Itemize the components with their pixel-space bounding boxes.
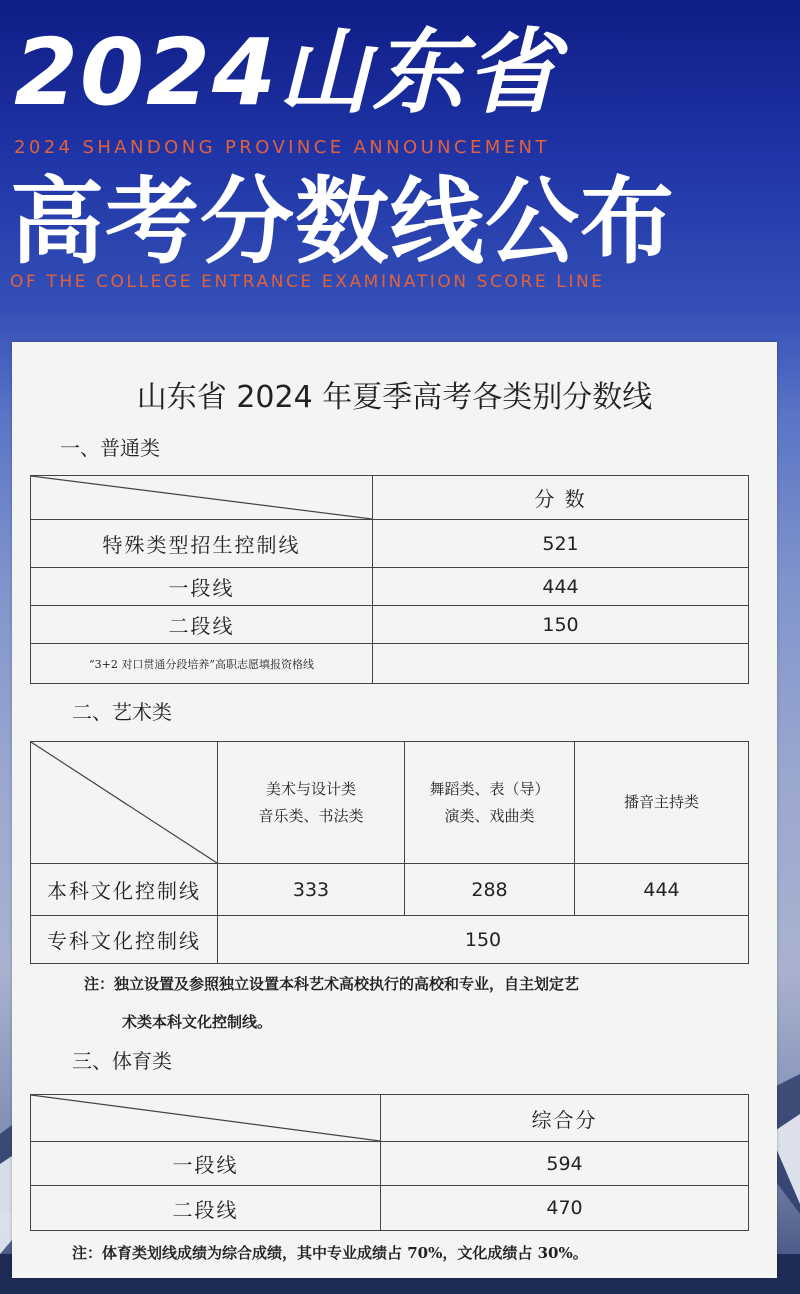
- sports-row-label: 一段线: [31, 1142, 381, 1186]
- general-row-label: “3+2 对口贯通分段培养”高职志愿填报资格线: [31, 644, 373, 684]
- hero-title-line2: 高考分数线公布: [10, 168, 676, 277]
- document-title: 山东省 2024 年夏季高考各类别分数线: [136, 380, 653, 415]
- art-col-line: 音乐类、书法类: [258, 806, 364, 825]
- art-undergrad-label: 本科文化控制线: [31, 864, 218, 916]
- art-undergrad-value: 333: [218, 864, 405, 916]
- sports-row-value: 594: [381, 1142, 749, 1186]
- general-row-label: 二段线: [31, 606, 373, 644]
- art-undergrad-value: 288: [405, 864, 575, 916]
- sports-score-table: [30, 1094, 749, 1231]
- art-col-broadcasting: 播音主持类: [575, 742, 749, 864]
- art-vocational-value: 150: [218, 916, 749, 964]
- general-row-label: 一段线: [31, 568, 373, 606]
- section-general-heading: 一、普通类: [60, 436, 160, 460]
- sports-col-header: 综合分: [381, 1095, 749, 1142]
- document-paper: [12, 342, 777, 1278]
- general-row-value: 150: [373, 606, 749, 644]
- sports-note: 注：体育类划线成绩为综合成绩，其中专业成绩占 70%，文化成绩占 30%。: [72, 1244, 588, 1262]
- general-col-header: 分 数: [373, 476, 749, 520]
- art-undergrad-value: 444: [575, 864, 749, 916]
- art-col-fine-arts-music: [218, 742, 405, 864]
- general-row-value: [373, 644, 749, 684]
- general-row-label: 特殊类型招生控制线: [31, 520, 373, 568]
- art-col-line: 演类、戏曲类: [444, 806, 535, 825]
- hero-subtitle-line1: 2024 SHANDONG PROVINCE ANNOUNCEMENT: [14, 137, 550, 158]
- sports-row-label: 二段线: [31, 1186, 381, 1231]
- art-note-line2: 术类本科文化控制线。: [122, 1013, 273, 1031]
- section-art-heading: 二、艺术类: [72, 700, 172, 724]
- diagonal-header-cell: [31, 476, 373, 520]
- art-col-dance-drama: [405, 742, 575, 864]
- section-sports-heading: 三、体育类: [72, 1049, 172, 1073]
- art-vocational-label: 专科文化控制线: [31, 916, 218, 964]
- hero-subtitle-line2: OF THE COLLEGE ENTRANCE EXAMINATION SCORE LINE: [10, 272, 605, 292]
- diagonal-header-cell: [31, 1095, 381, 1142]
- general-row-value: 444: [373, 568, 749, 606]
- general-row-value: 521: [373, 520, 749, 568]
- art-score-table: [30, 741, 749, 964]
- diagonal-header-cell: [31, 742, 218, 864]
- art-col-line: 美术与设计类: [265, 779, 356, 798]
- general-score-table: [30, 475, 749, 684]
- hero-title-line1: 2024山东省: [14, 19, 561, 126]
- art-note-line1: 注：独立设置及参照独立设置本科艺术高校执行的高校和专业，自主划定艺: [84, 975, 580, 993]
- sports-row-value: 470: [381, 1186, 749, 1231]
- art-col-line: 舞蹈类、表（导）: [429, 779, 550, 798]
